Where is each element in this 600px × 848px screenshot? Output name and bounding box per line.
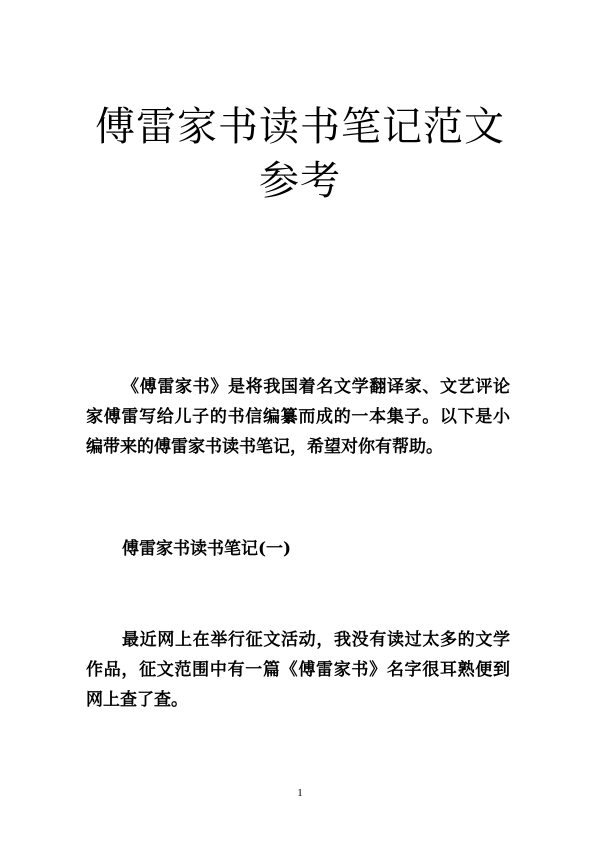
section-heading: 傅雷家书读书笔记(一) bbox=[122, 539, 292, 559]
section-paragraph: 最近网上在举行征文活动，我没有读过太多的文学作品，征文范围中有一篇《傅雷家书》名字很耳熟便到网上查了查。 bbox=[86, 630, 510, 710]
page-number: 1 bbox=[297, 787, 303, 799]
intro-paragraph: 《傅雷家书》是将我国着名文学翻译家、文艺评论家傅雷写给儿子的书信编纂而成的一本集子。以下是小编带来的傅雷家书读书笔记，希望对你有帮助。 bbox=[86, 377, 510, 457]
document-title: 傅雷家书读书笔记范文参考 bbox=[95, 104, 505, 204]
